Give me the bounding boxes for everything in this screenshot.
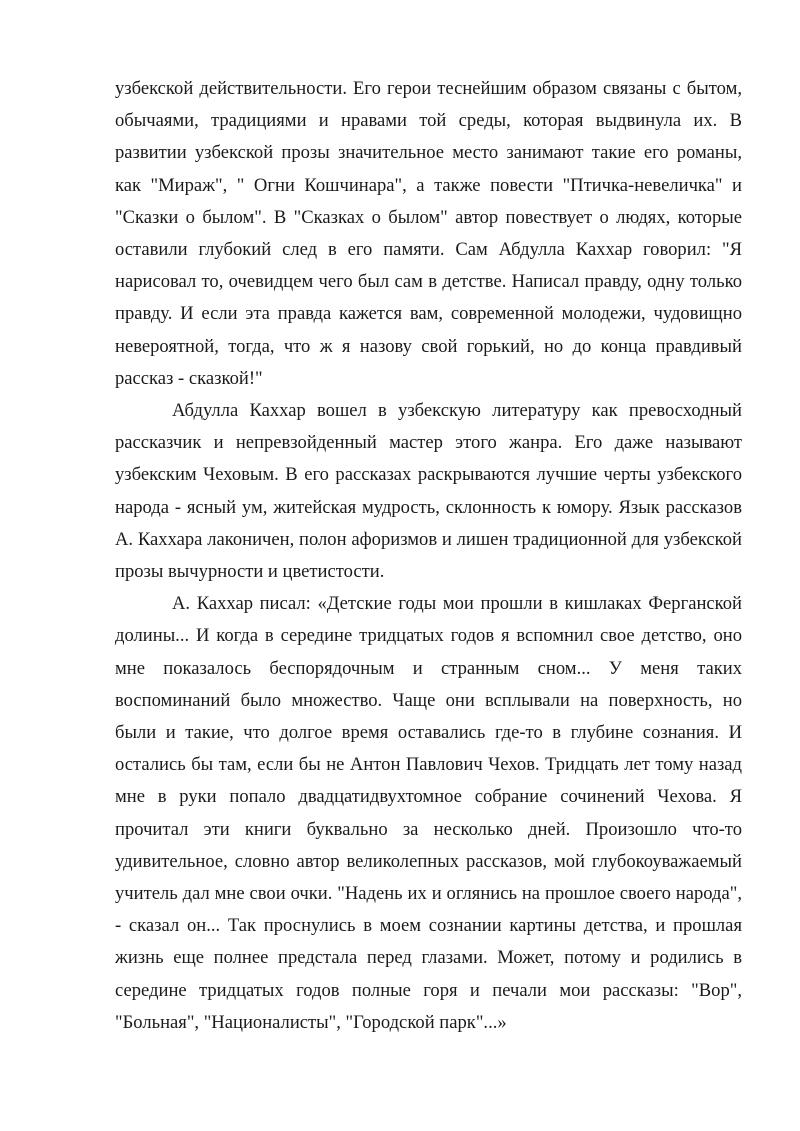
paragraph-2: Абдулла Каххар вошел в узбекскую литературу как превосходный рассказчик и непревзойденный мастер этого жанра. Его даже называют узбекским Чеховым. В его рассказах раскрываются лучшие черты узбекского народа - ясный ум, житейская мудрость, склонность к юмору. Язык рассказов А. Каххара лаконичен, полон афоризмов и лишен традиционной для узбекской прозы вычурности и цветистости. <box>115 400 742 583</box>
document-body <box>115 73 742 1039</box>
paragraph-1: узбекской действительности. Его герои теснейшим образом связаны с бытом, обычаями, традициями и нравами той среды, которая выдвинула их. В развитии узбекской прозы значительное место занимают такие его романы, как "Мираж", " Огни Кошчинара", а также повести "Птичка-невеличка" и "Сказки о былом". В "Сказках о былом" автор повествует о людях, которые оставили глубокий след в его памяти. Сам Абдулла Каххар говорил: "Я нарисовал то, очевидцем чего был сам в детстве. Написал правду, одну только правду. И если эта правда кажется вам, современной молодежи, чудовищно невероятной, тогда, что ж я назову свой горький, но до конца правдивый рассказ - сказкой!" <box>115 78 742 389</box>
paragraph-3: А. Каххар писал: «Детские годы мои прошли в кишлаках Ферганской долины... И когда в середине тридцатых годов я вспомнил свое детство, оно мне показалось беспорядочным и странным сном... У меня таких воспоминаний было множество. Чаще они всплывали на поверхность, но были и такие, что долгое время оставались где-то в глубине сознания. И остались бы там, если бы не Антон Павлович Чехов. Тридцать лет тому назад мне в руки попало двадцатидвухтомное собрание сочинений Чехова. Я прочитал эти книги буквально за несколько дней. Произошло что-то удивительное, словно автор великолепных рассказов, мой глубокоуважаемый учитель дал мне свои очки. "Надень их и оглянись на прошлое своего народа", - сказал он... Так проснулись в моем сознании картины детства, и прошлая жизнь еще полнее предстала перед глазами. Может, потому и родились в середине тридцатых годов полные горя и печали мои рассказы: "Вор", "Больная", "Националисты", "Городской парк"...» <box>115 593 742 1033</box>
